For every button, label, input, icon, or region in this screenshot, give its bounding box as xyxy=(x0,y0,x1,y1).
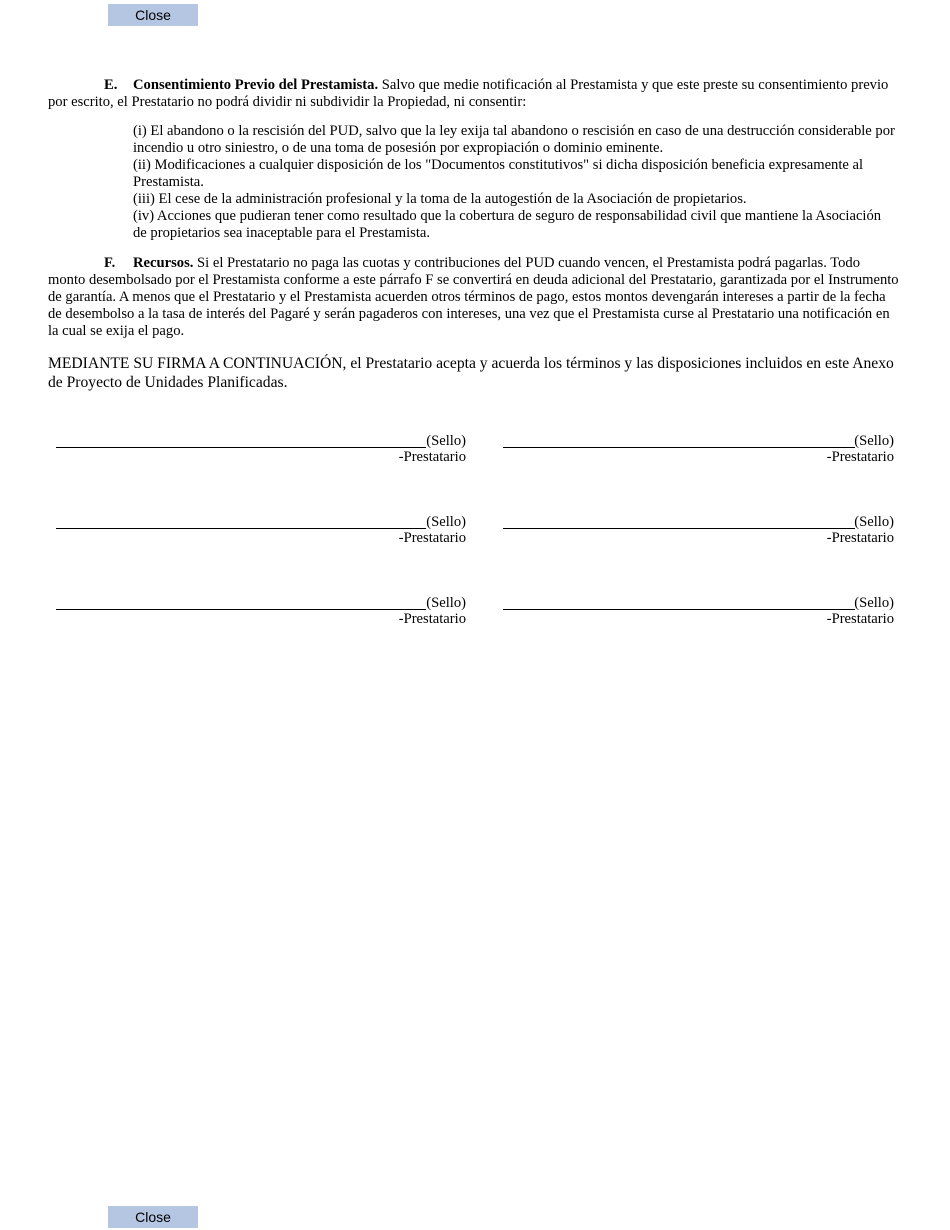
signature-line[interactable] xyxy=(56,609,426,610)
signature-block xyxy=(503,516,896,552)
close-button-top[interactable]: Close xyxy=(108,4,198,26)
list-item: (iv) Acciones que pudieran tener como resultado que la cobertura de seguro de responsabilidad civil que mantiene la Asociación de propietarios sea inaceptable para el Prestamista. xyxy=(133,208,882,241)
borrower-label: -Prestatario xyxy=(398,449,466,465)
signature-line[interactable] xyxy=(503,528,855,529)
borrower-label: -Prestatario xyxy=(826,449,894,465)
seal-label: (Sello) xyxy=(854,514,894,530)
seal-label: (Sello) xyxy=(854,595,894,611)
section-f-paragraph xyxy=(48,255,900,340)
section-e-letter: E. xyxy=(104,77,118,93)
signature-line[interactable] xyxy=(56,528,426,529)
seal-label: (Sello) xyxy=(854,433,894,449)
close-button-bottom[interactable]: Close xyxy=(108,1206,198,1228)
section-e-heading: Consentimiento Previo del Prestamista. xyxy=(133,77,379,93)
borrower-label: -Prestatario xyxy=(826,530,894,546)
signature-line[interactable] xyxy=(503,609,855,610)
list-item: (ii) Modificaciones a cualquier disposición de los "Documentos constitutivos" si dicha disposición beneficia expresamente al Prestamista. xyxy=(133,157,864,190)
signature-block xyxy=(56,435,468,471)
list-item: (i) El abandono o la rescisión del PUD, salvo que la ley exija tal abandono o rescisión en caso de una destrucción considerable por incendio u otro siniestro, o de una toma de posesión por expropiación o dominio eminente. xyxy=(133,123,895,156)
section-f-heading: Recursos. xyxy=(133,255,194,271)
seal-label: (Sello) xyxy=(426,514,466,530)
signature-block xyxy=(503,435,896,471)
section-f-text: Si el Prestatario no paga las cuotas y contribuciones del PUD cuando vencen, el Prestamista podrá pagarlas. Todo monto desembolsado por el Prestamista conforme a este párrafo F se convertirá en deuda adicional del Prestatario, garantizada por el Instrumento de garantía. A menos que el Prestatario y el Prestamista acuerden otros términos de pago, estos montos devengarán intereses a partir de la fecha de desembolso a la tasa de interés del Pagaré y serán pagaderos con intereses, una vez que el Prestamista curse al Prestatario una notificación en la cual se exija el pago. xyxy=(48,255,899,339)
borrower-label: -Prestatario xyxy=(398,530,466,546)
signature-line[interactable] xyxy=(503,447,855,448)
signature-block xyxy=(503,597,896,633)
signature-block xyxy=(56,516,468,552)
signature-block xyxy=(56,597,468,633)
section-e-list xyxy=(133,123,895,242)
section-e-paragraph xyxy=(48,77,900,111)
section-e-text: Salvo que medie notificación al Prestamista y que este preste su consentimiento previo por escrito, el Prestatario no podrá dividir ni subdividir la Propiedad, ni consentir: xyxy=(48,77,889,110)
seal-label: (Sello) xyxy=(426,433,466,449)
closing-statement: MEDIANTE SU FIRMA A CONTINUACIÓN, el Prestatario acepta y acuerda los términos y las disposiciones incluidos en este Anexo de Proyecto de Unidades Planificadas. xyxy=(48,355,894,391)
borrower-label: -Prestatario xyxy=(826,611,894,627)
signature-line[interactable] xyxy=(56,447,426,448)
seal-label: (Sello) xyxy=(426,595,466,611)
section-f-letter: F. xyxy=(104,255,116,271)
list-item: (iii) El cese de la administración profesional y la toma de la autogestión de la Asociación de propietarios. xyxy=(133,191,747,207)
borrower-label: -Prestatario xyxy=(398,611,466,627)
